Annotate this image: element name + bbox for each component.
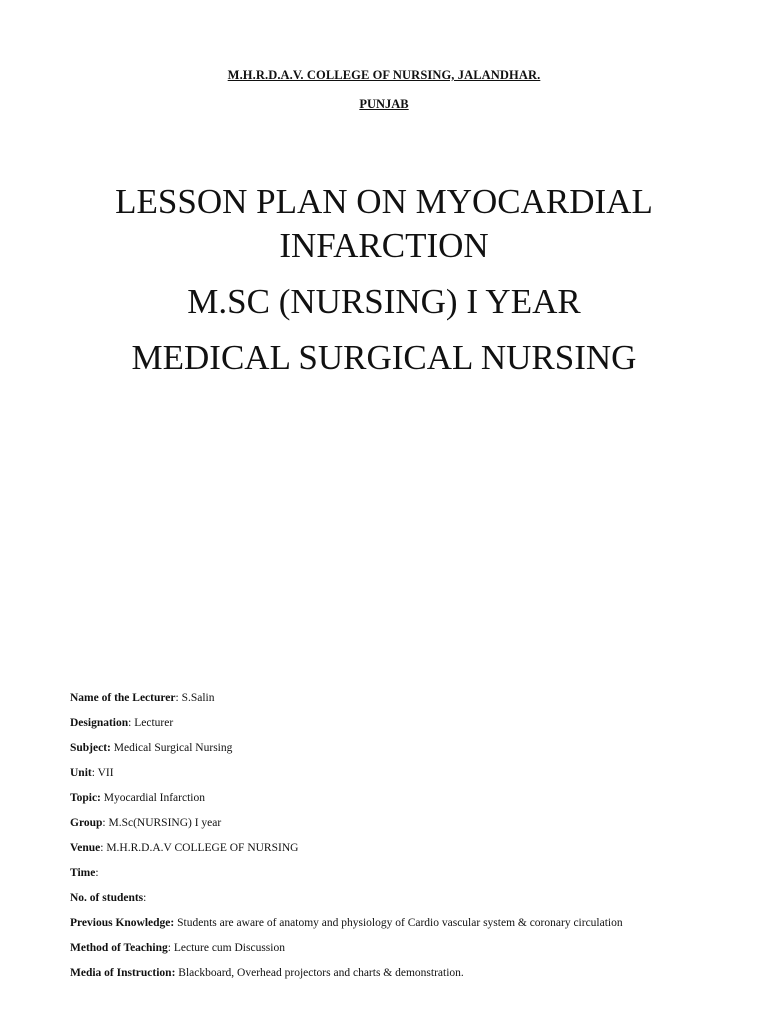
detail-row-venue: [70, 836, 740, 861]
detail-row-method: [70, 936, 740, 961]
detail-label: Topic:: [70, 792, 101, 804]
detail-row-lecturer: [70, 686, 740, 711]
detail-row-subject: [70, 736, 740, 761]
detail-label: Previous Knowledge:: [70, 917, 175, 929]
detail-label: Method of Teaching: [70, 942, 168, 954]
detail-label: No. of students: [70, 892, 144, 904]
detail-value: Myocardial Infarction: [103, 792, 205, 804]
detail-separator: :: [167, 942, 174, 954]
detail-value: VII: [97, 767, 114, 779]
title-line-3: M.SC (NURSING) I YEAR: [187, 282, 581, 321]
detail-row-media: [70, 961, 740, 986]
detail-separator: :: [143, 892, 147, 904]
lesson-details: [70, 686, 740, 986]
detail-row-unit: [70, 761, 740, 786]
detail-row-designation: [70, 711, 740, 736]
detail-label: Name of the Lecturer: [70, 692, 176, 704]
detail-separator: :: [95, 867, 99, 879]
title-line-4: MEDICAL SURGICAL NURSING: [131, 338, 637, 377]
detail-separator: :: [102, 817, 109, 829]
detail-row-group: [70, 811, 740, 836]
detail-value: Students are aware of anatomy and physiology of Cardio vascular system & coronary circulation: [177, 917, 623, 929]
detail-value: Lecturer: [134, 717, 174, 729]
detail-separator: :: [128, 717, 135, 729]
college-name: M.H.R.D.A.V. COLLEGE OF NURSING, JALANDHAR.: [227, 68, 541, 82]
detail-label: Designation: [70, 717, 129, 729]
detail-label: Subject:: [70, 742, 111, 754]
detail-value: Lecture cum Discussion: [173, 942, 285, 954]
detail-value: M.H.R.D.A.V COLLEGE OF NURSING: [106, 842, 299, 854]
detail-separator: :: [175, 692, 182, 704]
detail-label: Venue: [70, 842, 101, 854]
detail-value: Blackboard, Overhead projectors and charts & demonstration.: [178, 967, 464, 979]
lesson-title: [0, 180, 768, 380]
detail-separator: :: [100, 842, 107, 854]
detail-separator: :: [91, 767, 98, 779]
detail-label: Time: [70, 867, 96, 879]
detail-label: Media of Instruction:: [70, 967, 176, 979]
title-line-2: INFARCTION: [279, 226, 489, 265]
detail-label: Unit: [70, 767, 92, 779]
detail-label: Group: [70, 817, 103, 829]
detail-row-previous-knowledge: [70, 911, 740, 936]
detail-row-students: [70, 886, 740, 911]
state-name: PUNJAB: [359, 97, 409, 111]
detail-row-time: [70, 861, 740, 886]
title-line-1: LESSON PLAN ON MYOCARDIAL: [115, 182, 653, 221]
detail-value: S.Salin: [181, 692, 215, 704]
detail-value: M.Sc(NURSING) I year: [108, 817, 222, 829]
detail-row-topic: [70, 786, 740, 811]
detail-value: Medical Surgical Nursing: [113, 742, 233, 754]
